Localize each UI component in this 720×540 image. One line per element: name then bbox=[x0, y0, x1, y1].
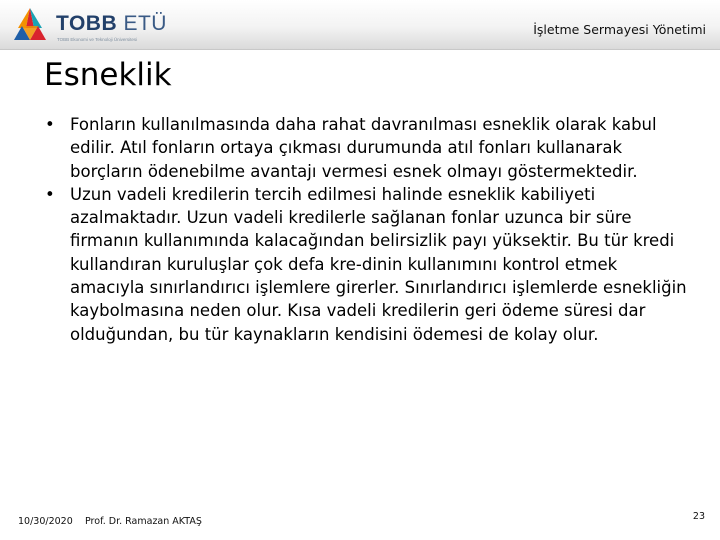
bullet-text: Fonların kullanılmasında daha rahat davranılması esneklik olarak kabul edilir. Atıl fonların ortaya çıkması durumunda atıl fonları kullanarak borçların ödenebilme avantajı vermesi esnek olmayı göstermektedir. bbox=[70, 115, 657, 181]
slide-header bbox=[0, 0, 720, 50]
course-title: İşletme Sermayesi Yönetimi bbox=[533, 22, 706, 37]
bullet-item bbox=[45, 183, 695, 346]
page-number: 23 bbox=[692, 511, 705, 522]
slide-body bbox=[45, 113, 695, 346]
logo-text-light: ETÜ bbox=[123, 12, 167, 35]
logo-text-bold: TOBB bbox=[56, 12, 118, 35]
logo-tagline: TOBB Ekonomi ve Teknoloji Üniversitesi bbox=[57, 37, 138, 42]
footer-date: 10/30/2020 bbox=[18, 516, 73, 527]
bullet-marker: • bbox=[45, 184, 55, 204]
bullet-item bbox=[45, 113, 695, 183]
bullet-text: Uzun vadeli kredilerin tercih edilmesi halinde esneklik kabiliyeti azalmaktadır. Uzun vadeli kredilerle sağlanan fonlar uzunca bir süre firmanın kullanımında kalacağından belirsizlik payı yüksektir. Bu tür kredi kullandıran kuruluşlar çok defa kre-dinin kullanımını kontrol etmek amacıyla sınırlandırıcı işlemlere girerler. Sınırlandırıcı işlemlerde esnekliğin kaybolmasına neden olur. Kısa vadeli kredilerin geri ödeme süresi dar olduğundan, bu tür kaynakların kendisini ödemesi de kolay olur. bbox=[70, 184, 687, 344]
bullet-marker: • bbox=[45, 115, 55, 134]
logo-wordmark bbox=[56, 12, 167, 36]
footer-author: Prof. Dr. Ramazan AKTAŞ bbox=[85, 516, 202, 527]
logo-mark-icon bbox=[12, 6, 48, 44]
tobb-etu-logo bbox=[12, 6, 182, 44]
slide-title: Esneklik bbox=[44, 57, 172, 93]
